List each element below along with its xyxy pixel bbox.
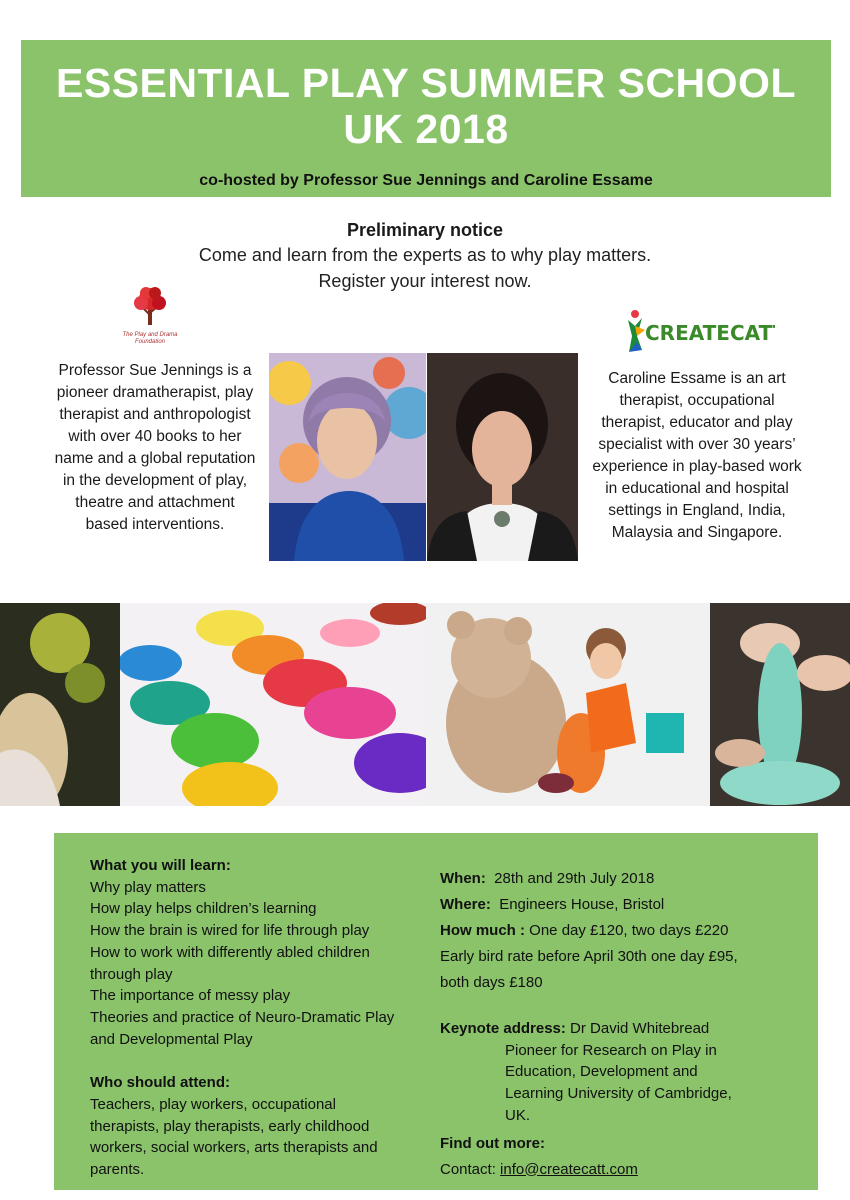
bio-line: with over 40 books to her (68, 428, 242, 445)
keynote-desc: Learning University of Cambridge, (505, 1085, 732, 1103)
bio-line: in the development of play, (62, 472, 248, 489)
keynote-desc: Pioneer for Research on Play in (505, 1041, 717, 1059)
keynote-desc: UK. (505, 1106, 531, 1124)
bio-line: Caroline Essame is an art (608, 370, 786, 387)
where-label: Where: (440, 896, 491, 913)
notice-heading: Preliminary notice (346, 220, 504, 240)
createcatt-logo (625, 306, 775, 358)
price-value: One day £120, two days £220 (529, 922, 729, 939)
notice-line-2: Register your interest now. (318, 271, 532, 291)
learn-item: Theories and practice of Neuro-Dramatic Play (90, 1008, 395, 1026)
tree-icon (130, 285, 170, 327)
keynote-row (440, 1018, 800, 1040)
learn-item: How the brain is wired for life through play (90, 922, 370, 940)
attend-line: Teachers, play workers, occupational (90, 1096, 336, 1114)
bio-line: pioneer dramatherapist, play (56, 384, 254, 401)
attend-line: parents. (90, 1161, 145, 1179)
portrait-sue-jennings (269, 353, 426, 561)
bio-sue-jennings (45, 360, 265, 536)
learn-item: How play helps children’s learning (90, 900, 317, 918)
info-panel (54, 833, 818, 1190)
logo-caption-1: The Play and Drama (122, 332, 178, 338)
where-row (440, 892, 800, 918)
bio-line: based interventions. (85, 516, 225, 533)
learn-item: Why play matters (90, 878, 206, 896)
contact-row (440, 1157, 800, 1183)
attend-line: therapists, play therapists, early childhood (90, 1117, 370, 1135)
portrait-caroline-essame (427, 353, 578, 561)
contact-label: Contact: (440, 1160, 496, 1178)
learn-item: through play (90, 965, 173, 983)
title-line-1: ESSENTIAL PLAY SUMMER SCHOOL (56, 60, 796, 106)
photo-messy-play (710, 603, 850, 806)
title-line-2: UK 2018 (343, 106, 509, 152)
bio-line: experience in play-based work (592, 458, 802, 475)
play-drama-logo (110, 285, 190, 350)
when-value: 28th and 29th July 2018 (494, 870, 655, 887)
logo-caption-2: Foundation (134, 339, 166, 345)
page-title (21, 60, 831, 152)
price-row (440, 918, 800, 944)
bio-line: Malaysia and Singapore. (611, 524, 783, 541)
bio-line: in educational and hospital (605, 480, 789, 497)
contact-email-link[interactable]: info@createcatt.com (500, 1160, 638, 1178)
photo-child-teddy-bear (426, 603, 710, 806)
earlybird-line: Early bird rate before April 30th one day £95, (440, 948, 738, 965)
find-out-more: Find out more: (440, 1134, 545, 1152)
when-label: When: (440, 870, 486, 887)
when-row (440, 866, 800, 892)
subtitle: co-hosted by Professor Sue Jennings and Caroline Essame (199, 172, 653, 189)
info-right-column (440, 866, 800, 1183)
learn-item: The importance of messy play (90, 987, 291, 1005)
where-value: Engineers House, Bristol (499, 896, 665, 913)
learn-item: How to work with differently abled children (90, 943, 370, 961)
notice-line-1: Come and learn from the experts as to why play matters. (198, 245, 652, 265)
photo-watercolor-palette (120, 603, 426, 806)
bio-line: therapist, educator and play (601, 414, 793, 431)
learn-heading: What you will learn: (90, 857, 231, 874)
attend-line: workers, social workers, arts therapists and (90, 1139, 378, 1157)
bio-line: name and a global reputation (54, 450, 256, 467)
bio-line: therapist, occupational (619, 392, 775, 409)
learn-item: and Developmental Play (90, 1030, 253, 1048)
createcatt-wordmark: CREATECATT (645, 321, 775, 345)
info-left-column (90, 855, 435, 1181)
bio-line: therapist and anthropologist (59, 406, 251, 423)
bio-line: theatre and attachment (75, 494, 235, 511)
photo-child-painting (0, 603, 120, 806)
preliminary-notice (0, 218, 850, 294)
bio-line: specialist with over 30 years’ (598, 436, 796, 453)
title-banner (21, 40, 831, 197)
bio-caroline-essame (583, 368, 811, 544)
createcatt-logo-graphic (625, 306, 775, 358)
earlybird-line: both days £180 (440, 974, 543, 991)
keynote-desc: Education, Development and (505, 1063, 698, 1081)
attend-heading: Who should attend: (90, 1074, 230, 1092)
keynote-label: Keynote address: (440, 1020, 566, 1037)
keynote-name: Dr David Whitebread (570, 1020, 710, 1037)
price-label: How much : (440, 922, 525, 939)
bio-line: settings in England, India, (608, 502, 786, 519)
bio-line: Professor Sue Jennings is a (58, 362, 252, 379)
